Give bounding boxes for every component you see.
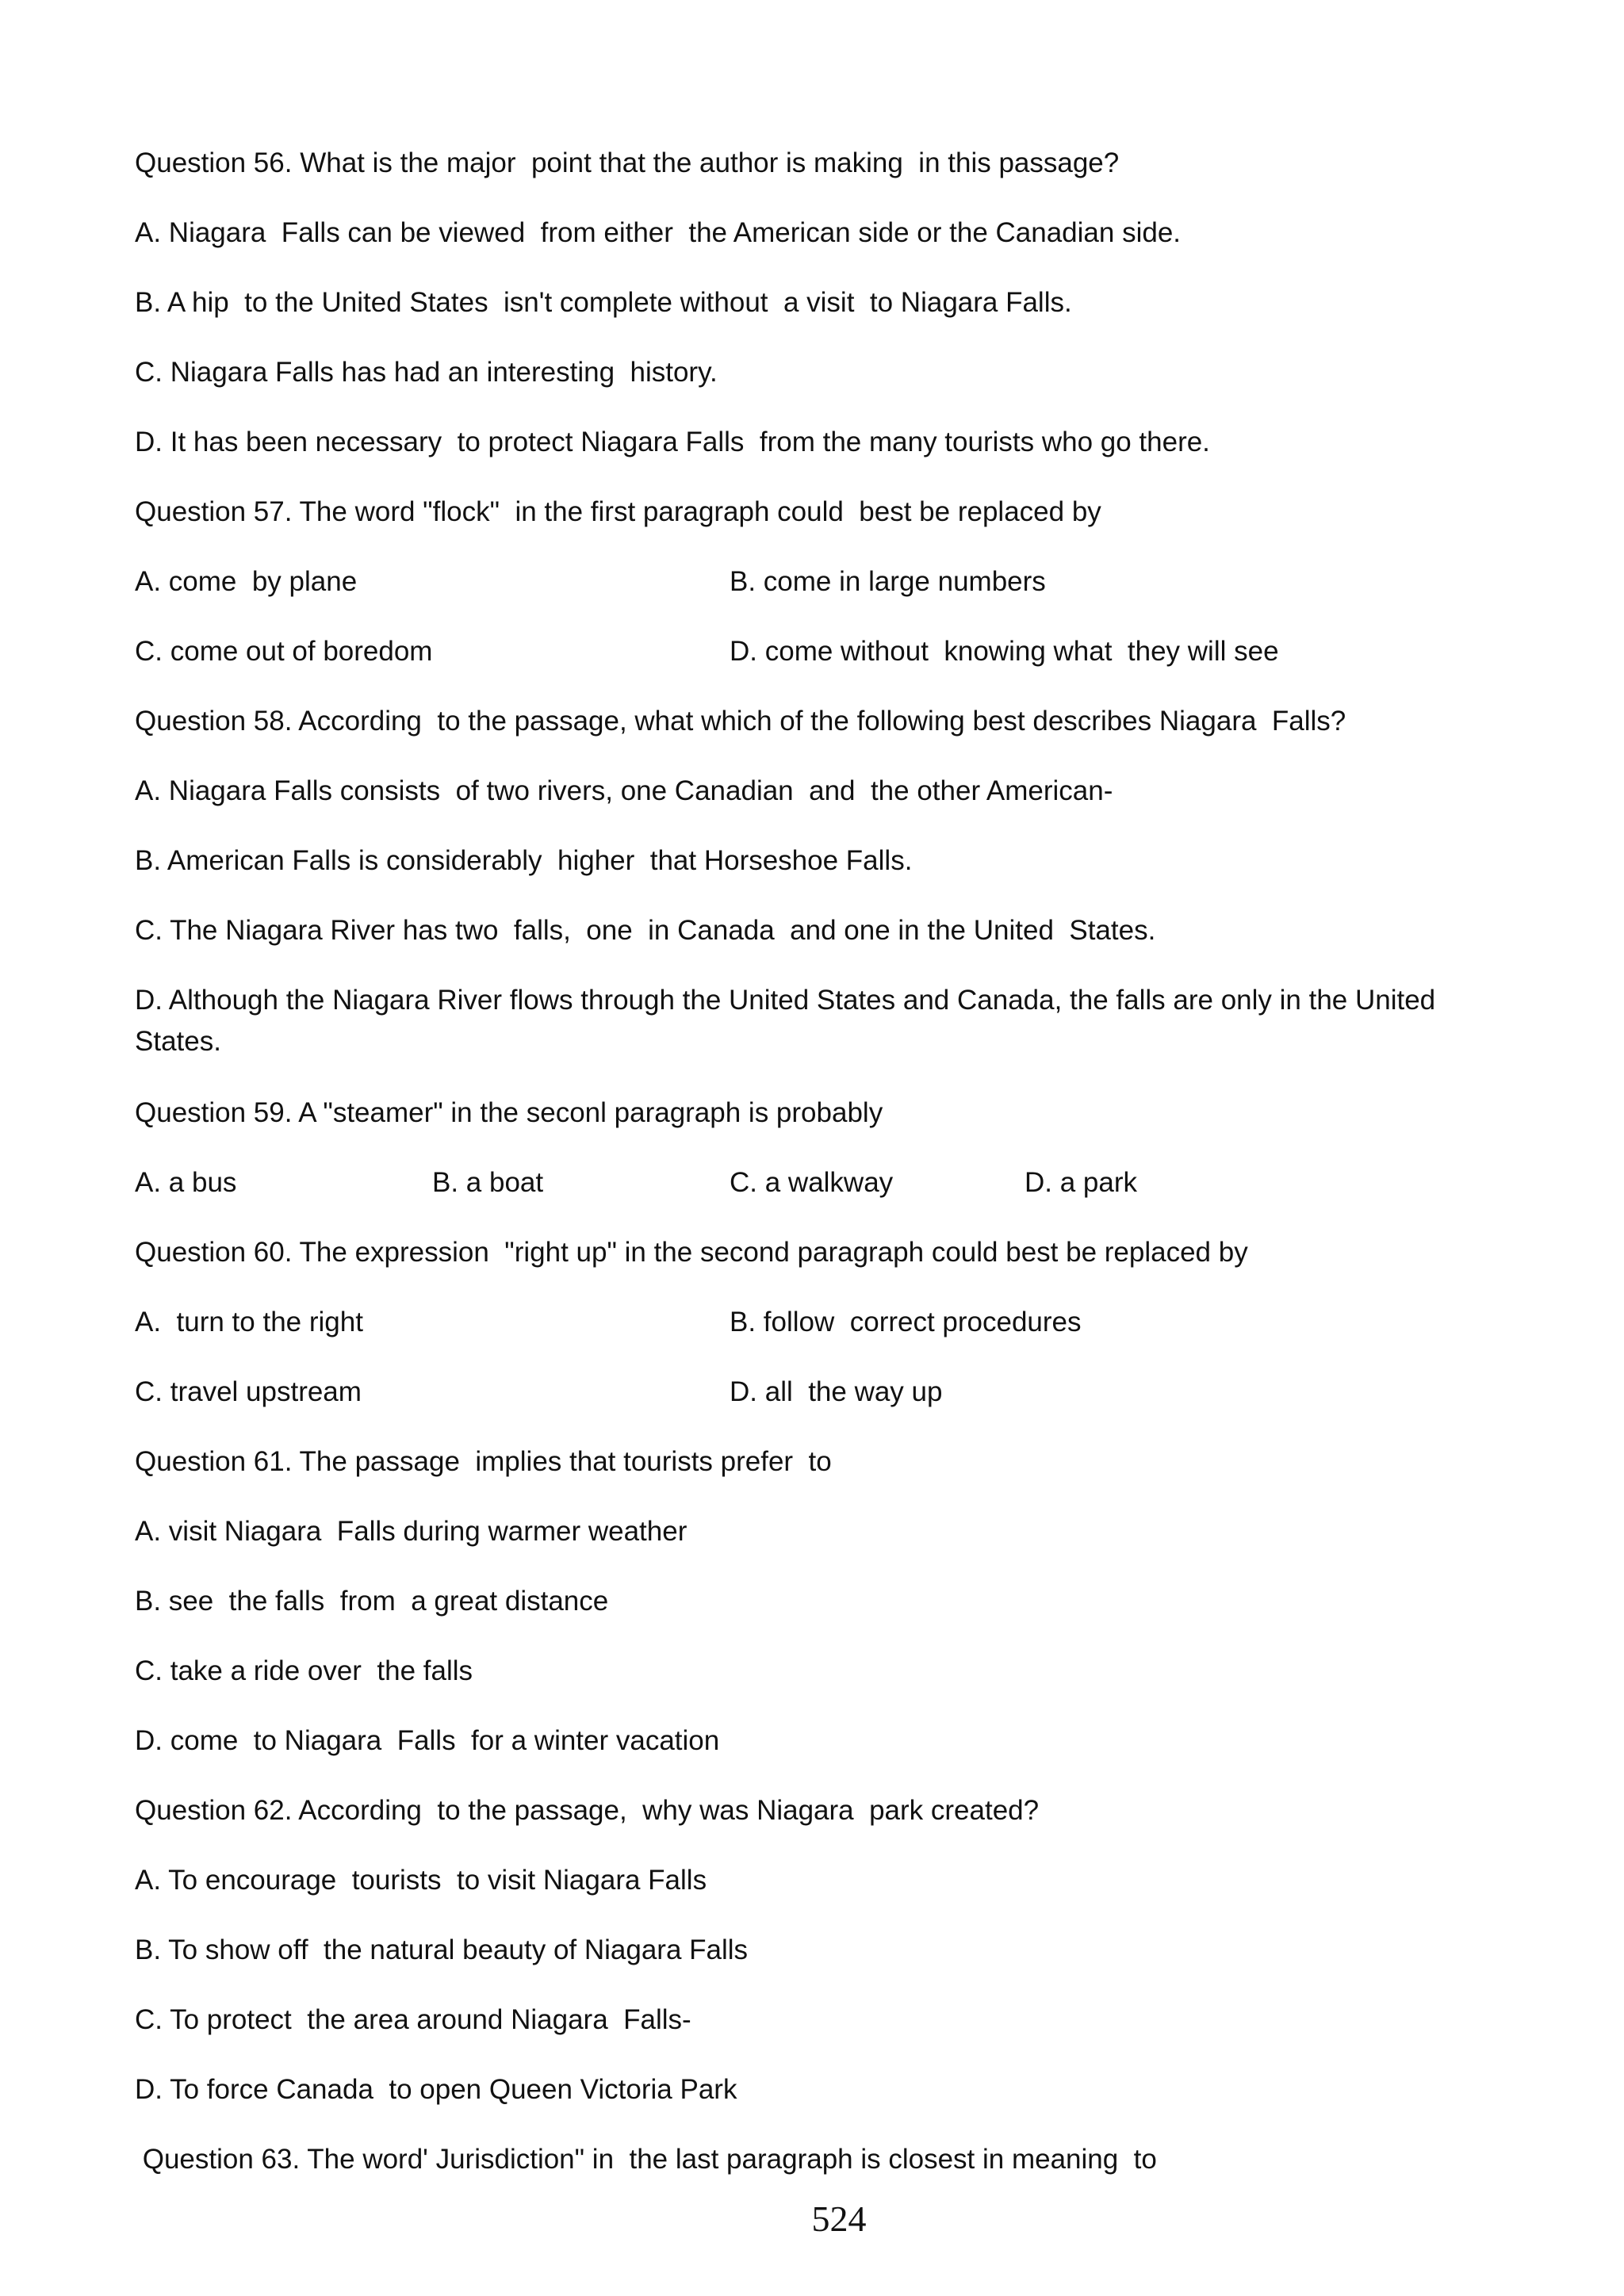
question-60-option-a: A. turn to the right <box>135 1307 363 1337</box>
question-58-option-d: D. Although the Niagara River flows through the United States and Canada, the falls are only in the United States. <box>135 985 1436 1057</box>
question-57-stem: Question 57. The word "flock" in the first paragraph could best be replaced by <box>135 496 1101 527</box>
question-61-option-c: C. take a ride over the falls <box>135 1655 473 1686</box>
question-60-stem: Question 60. The expression "right up" in the second paragraph could best be replaced by <box>135 1237 1248 1268</box>
question-62-stem: Question 62. According to the passage, why was Niagara park created? <box>135 1795 1040 1826</box>
question-61-option-a: A. visit Niagara Falls during warmer weather <box>135 1516 688 1547</box>
question-56-stem: Question 56. What is the major point that the author is making in this passage? <box>135 147 1120 178</box>
question-56-option-d: D. It has been necessary to protect Niagara Falls from the many tourists who go there. <box>135 427 1210 457</box>
question-60-option-d: D. all the way up <box>730 1376 943 1407</box>
question-62-option-a: A. To encourage tourists to visit Niagara Falls <box>135 1865 707 1896</box>
question-62-option-b: B. To show off the natural beauty of Niagara Falls <box>135 1934 749 1965</box>
question-62-option-d: D. To force Canada to open Queen Victoria Park <box>135 2074 737 2105</box>
question-59-option-c: C. a walkway <box>730 1167 894 1198</box>
question-62-option-c: C. To protect the area around Niagara Falls- <box>135 2004 691 2035</box>
question-58-stem: Question 58. According to the passage, what which of the following best describes Niagara Falls? <box>135 706 1346 737</box>
question-61-option-d: D. come to Niagara Falls for a winter vacation <box>135 1725 720 1756</box>
question-61-option-b: B. see the falls from a great distance <box>135 1586 609 1617</box>
page-number: 524 <box>811 2198 867 2239</box>
question-59-option-b: B. a boat <box>432 1167 544 1198</box>
question-60-option-c: C. travel upstream <box>135 1376 362 1407</box>
question-59-stem: Question 59. A "steamer" in the seconl paragraph is probably <box>135 1097 883 1128</box>
question-58-option-c: C. The Niagara River has two falls, one in Canada and one in the United States. <box>135 915 1156 946</box>
question-56-option-b: B. A hip to the United States isn't complete without a visit to Niagara Falls. <box>135 287 1072 318</box>
question-63-stem: Question 63. The word' Jurisdiction" in the last paragraph is closest in meaning to <box>135 2144 1157 2175</box>
question-57-option-b: B. come in large numbers <box>730 566 1046 597</box>
question-60-option-b: B. follow correct procedures <box>730 1307 1082 1337</box>
question-59-option-d: D. a park <box>1025 1167 1137 1198</box>
question-56-option-c: C. Niagara Falls has had an interesting history. <box>135 357 718 388</box>
question-57-option-c: C. come out of boredom <box>135 636 433 667</box>
question-59-option-a: A. a bus <box>135 1167 237 1198</box>
question-57-option-a: A. come by plane <box>135 566 358 597</box>
question-61-stem: Question 61. The passage implies that tourists prefer to <box>135 1446 832 1477</box>
question-56-option-a: A. Niagara Falls can be viewed from either the American side or the Canadian side. <box>135 217 1182 248</box>
question-57-option-d: D. come without knowing what they will see <box>730 636 1279 667</box>
question-58-option-b: B. American Falls is considerably higher that Horseshoe Falls. <box>135 845 913 876</box>
question-58-option-a: A. Niagara Falls consists of two rivers, one Canadian and the other American- <box>135 775 1113 806</box>
